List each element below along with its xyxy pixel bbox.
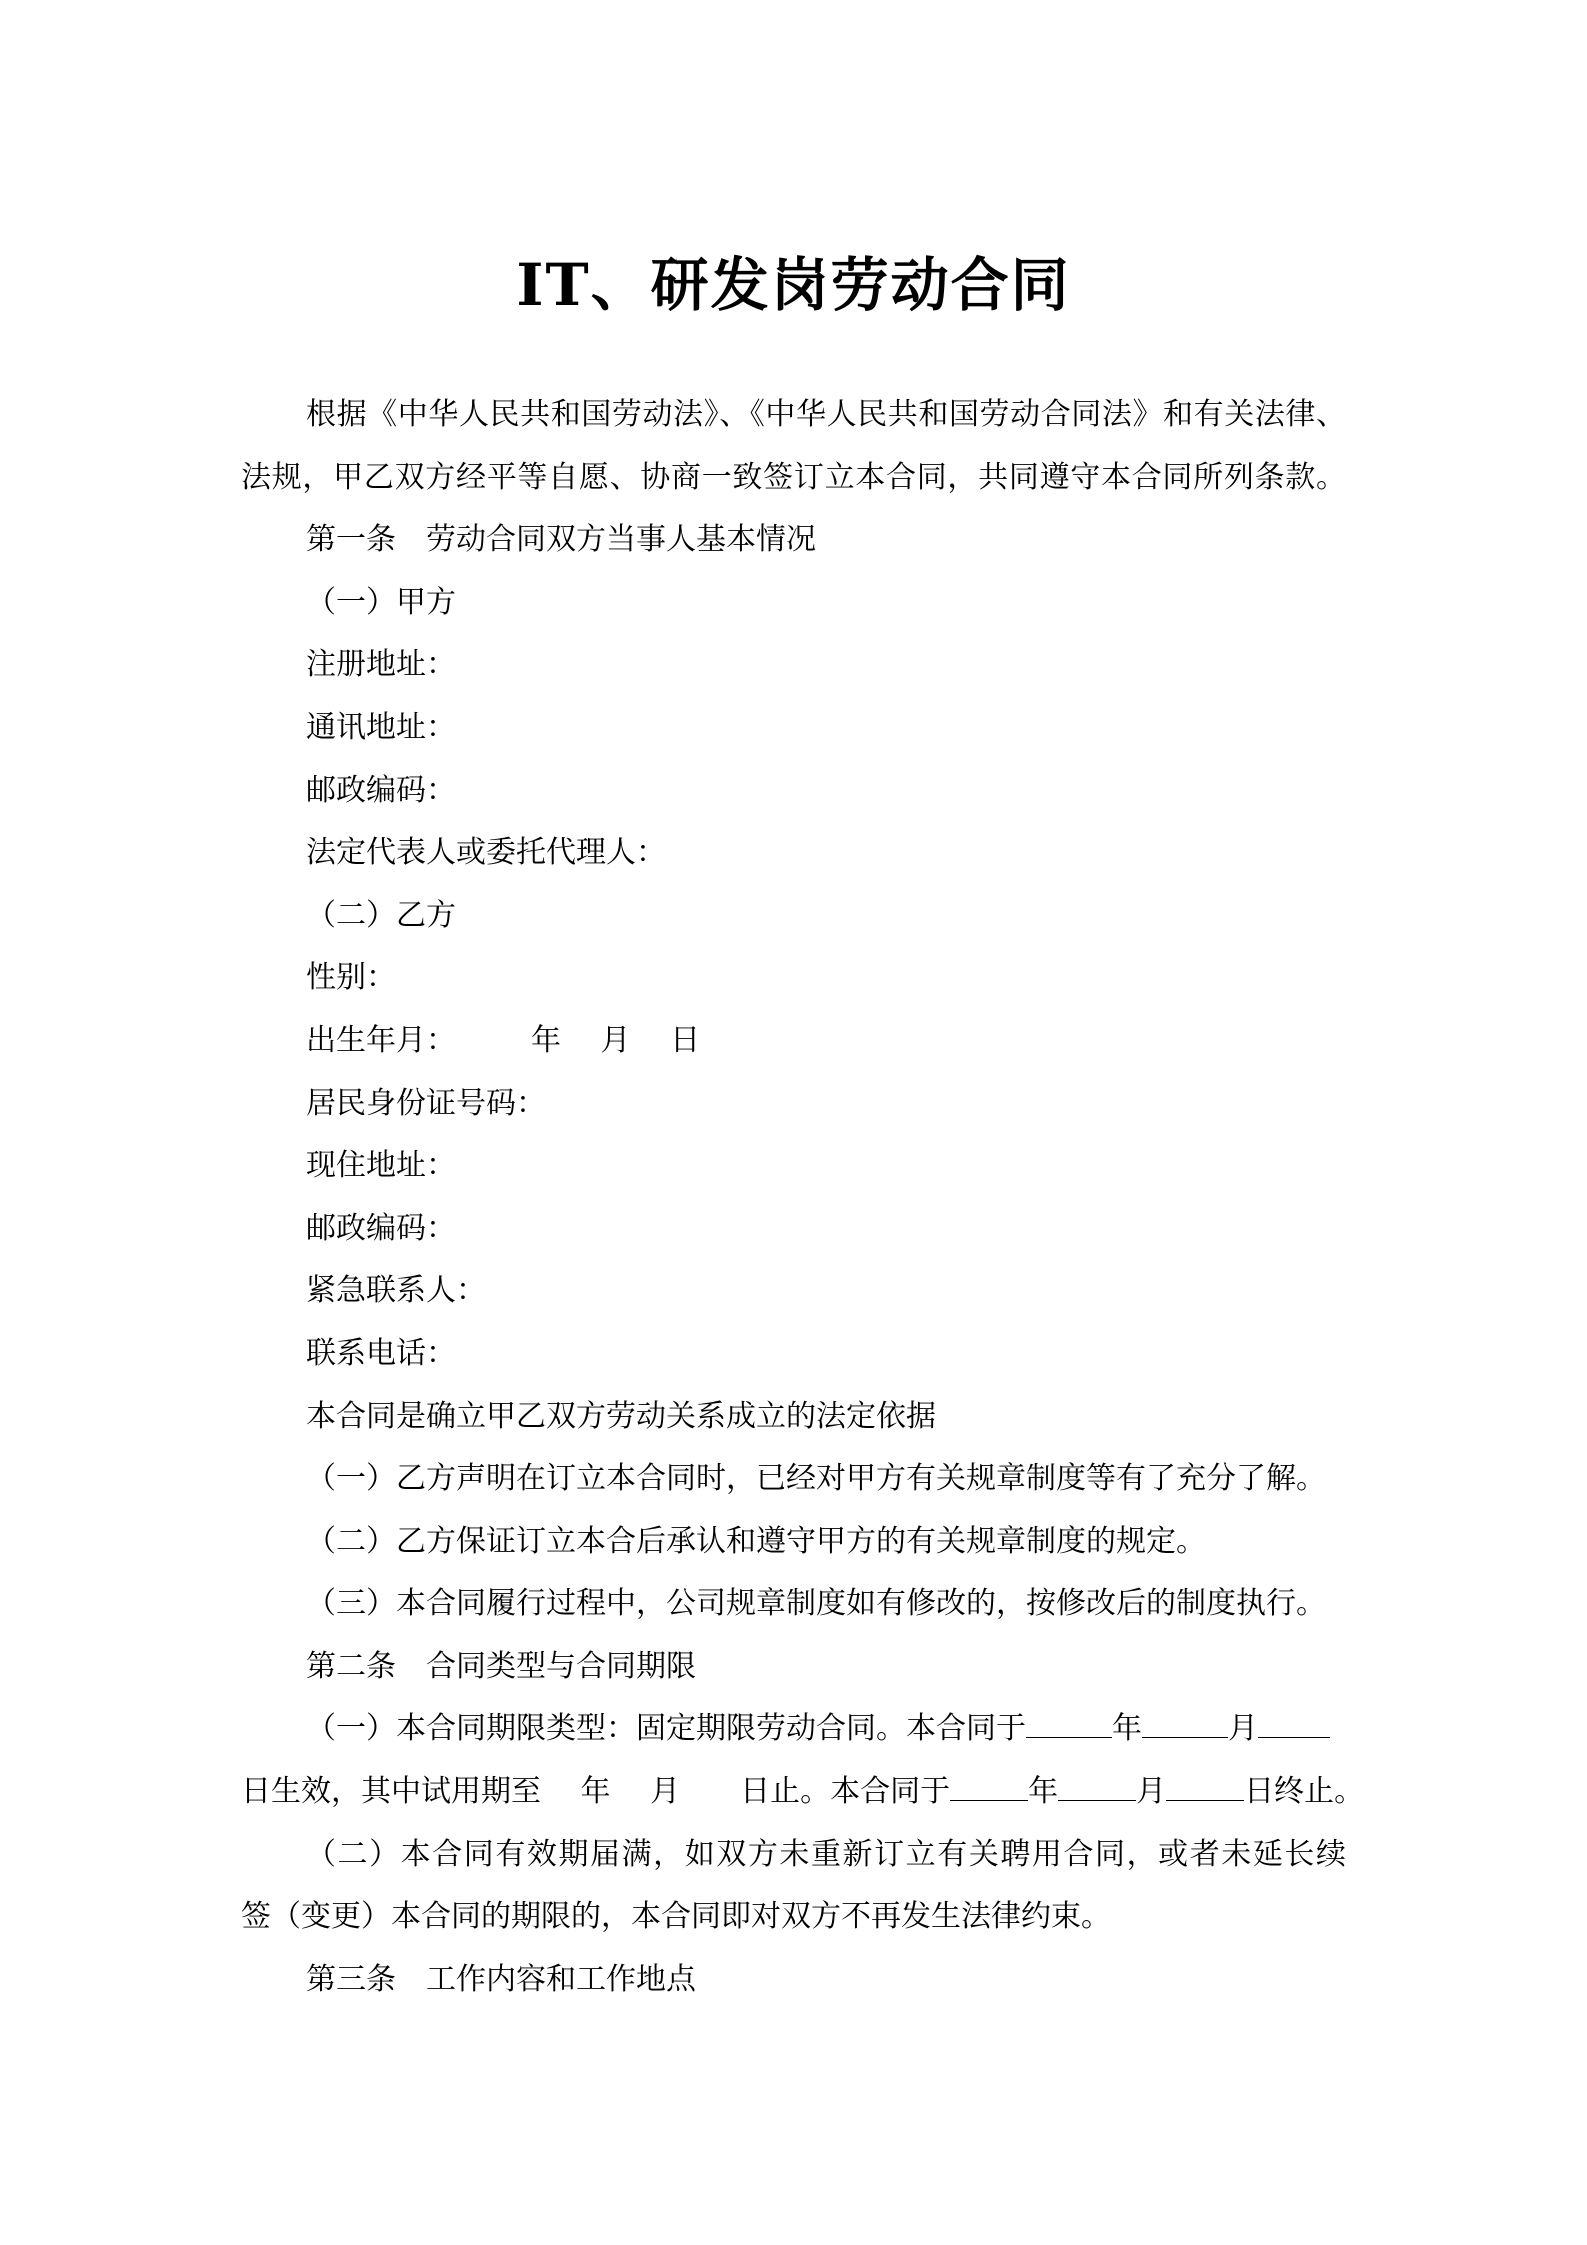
party-a-heading: （一）甲方 — [306, 584, 456, 620]
preamble-line-1: 根据《中华人民共和国劳动法》、《中华人民共和国劳动合同法》和有关法律、 — [306, 397, 1346, 432]
party-b-heading: （二）乙方 — [306, 897, 456, 933]
clause-text: 日生效，其中试用期至 年 月 日止。本合同于 — [241, 1774, 951, 1810]
party-b-gender: 性别： — [306, 960, 396, 996]
article-1-clause-3: （三）本合同履行过程中，公司规章制度如有修改的，按修改后的制度执行。 — [306, 1586, 1326, 1622]
clause-text: （一）本合同期限类型：固定期限劳动合同。本合同于 — [306, 1711, 1026, 1747]
party-b-current-address: 现住地址： — [306, 1148, 456, 1184]
party-b-emergency-contact: 紧急联系人： — [306, 1273, 486, 1309]
article-2-clause-2-line-1: （二）本合同有效期届满，如双方未重新订立有关聘用合同，或者未延长续 — [306, 1836, 1346, 1872]
end-year-blank — [950, 1800, 1028, 1801]
party-b-id-number: 居民身份证号码： — [306, 1085, 546, 1121]
party-a-postal-code: 邮政编码： — [306, 772, 456, 808]
article-1-clause-2: （二）乙方保证订立本合后承认和遵守甲方的有关规章制度的规定。 — [306, 1523, 1206, 1559]
end-day-blank — [1166, 1800, 1244, 1801]
clause-text-end: 日终止。 — [1244, 1774, 1365, 1810]
article-1-clause-1: （一）乙方声明在订立本合同时，已经对甲方有关规章制度等有了充分了解。 — [306, 1461, 1326, 1497]
party-b-postal-code: 邮政编码： — [306, 1210, 456, 1246]
legal-basis-statement: 本合同是确立甲乙双方劳动关系成立的法定依据 — [306, 1398, 936, 1434]
start-day-blank — [1258, 1737, 1330, 1738]
article-3-heading: 第三条 工作内容和工作地点 — [306, 1961, 696, 1997]
start-year-blank — [1026, 1737, 1112, 1738]
month-label: 月 — [1228, 1711, 1258, 1747]
article-1-heading: 第一条 劳动合同双方当事人基本情况 — [306, 522, 816, 558]
party-b-birth-date: 出生年月： 年 月 日 — [306, 1022, 701, 1058]
document-title: IT、研发岗劳动合同 — [516, 251, 1071, 319]
article-2-clause-2-line-2: 签（变更）本合同的期限的，本合同即对双方不再发生法律约束。 — [241, 1899, 1111, 1935]
party-a-registered-address: 注册地址： — [306, 647, 456, 683]
party-b-phone: 联系电话： — [306, 1335, 456, 1371]
end-month-blank — [1058, 1800, 1136, 1801]
year-label: 年 — [1112, 1711, 1142, 1747]
contract-body — [241, 384, 1365, 2011]
preamble-line-2: 法规，甲乙双方经平等自愿、协商一致签订立本合同，共同遵守本合同所列条款。 — [241, 459, 1346, 495]
article-2-clause-1-line-2 — [241, 1761, 1365, 1824]
year-label: 年 — [1028, 1774, 1059, 1810]
party-a-mailing-address: 通讯地址： — [306, 709, 456, 745]
party-a-legal-representative: 法定代表人或委托代理人： — [306, 835, 666, 871]
article-2-heading: 第二条 合同类型与合同期限 — [306, 1648, 696, 1684]
month-label: 月 — [1136, 1774, 1167, 1810]
article-2-clause-1-line-1 — [241, 1698, 1346, 1761]
start-month-blank — [1142, 1737, 1228, 1738]
